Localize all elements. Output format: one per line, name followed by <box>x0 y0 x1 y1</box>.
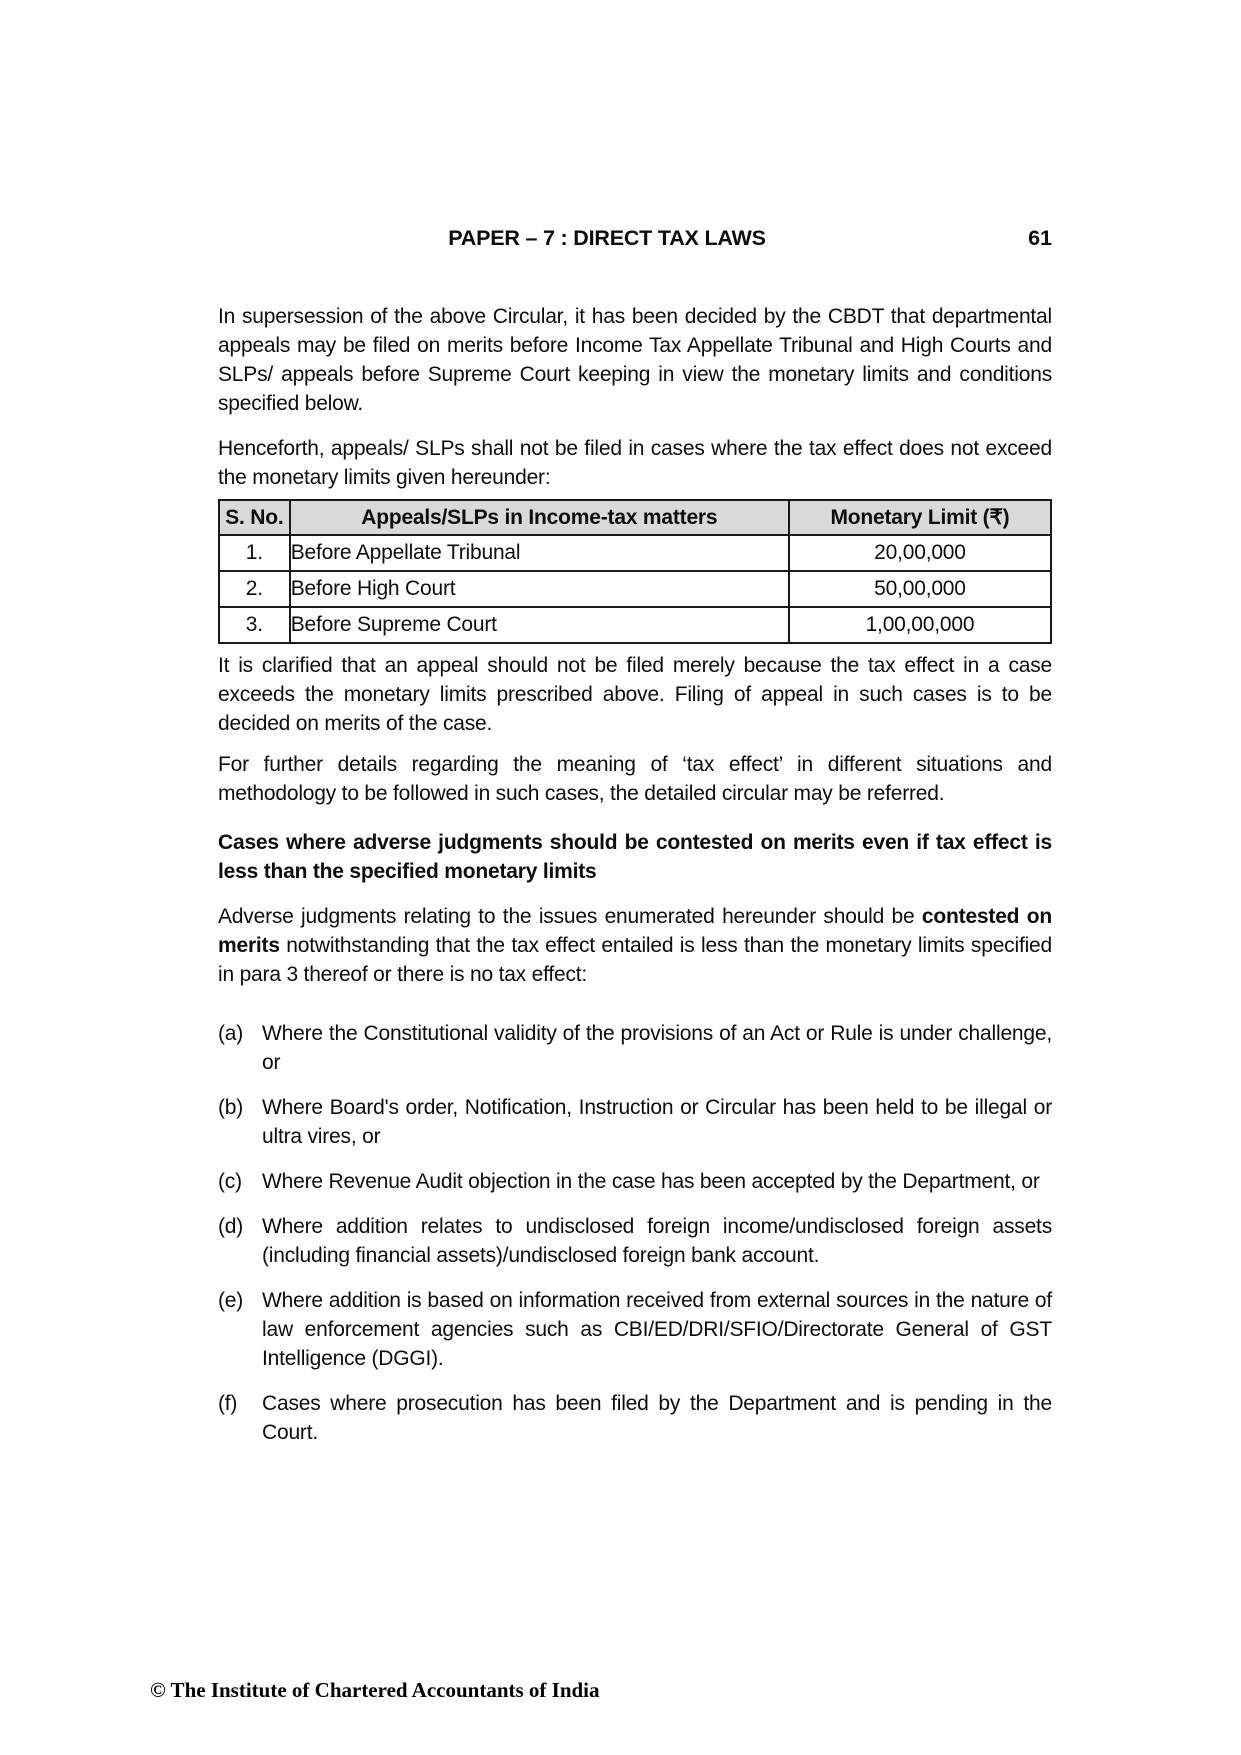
item-text: Where Revenue Audit objection in the case has been accepted by the Department, or <box>262 1170 1040 1193</box>
item-label: (b) <box>218 1096 244 1119</box>
item-text: Where addition is based on information received from external sources in the nature of law enforcement agencies such as CBI/ED/DRI/SFIO/Directorate General of GST Intelligence (DGGI). <box>262 1289 1052 1370</box>
cell-sno: 3. <box>219 607 290 643</box>
cell-limit: 50,00,000 <box>789 571 1051 607</box>
list-item-d <box>218 1212 1052 1270</box>
list-item-e <box>218 1286 1052 1373</box>
table-row <box>219 607 1051 643</box>
table-row <box>219 571 1051 607</box>
item-label: (a) <box>218 1022 244 1045</box>
table-header-row <box>219 500 1051 535</box>
item-text: Where addition relates to undisclosed foreign income/undisclosed foreign assets (including financial assets)/undisclosed foreign bank account. <box>262 1215 1052 1267</box>
cell-matter: Before Appellate Tribunal <box>290 535 789 571</box>
section-heading-adverse-judgments: Cases where adverse judgments should be contested on merits even if tax effect is less than the specified monetary limits <box>218 831 1052 883</box>
list-item-b <box>218 1093 1052 1151</box>
paragraph-clarification: It is clarified that an appeal should not be filed merely because the tax effect in a case exceeds the monetary limits prescribed above. Filing of appeal in such cases is to be decided on merits of the case. <box>218 654 1052 735</box>
item-text: Where the Constitutional validity of the provisions of an Act or Rule is under challenge, or <box>262 1022 1052 1074</box>
list-item-f <box>218 1389 1052 1447</box>
contested-cases-list <box>218 1019 1052 1447</box>
adverse-text-bold: contested on merits <box>218 905 1052 957</box>
item-text: Cases where prosecution has been filed by the Department and is pending in the Court. <box>262 1392 1052 1444</box>
cell-limit: 1,00,00,000 <box>789 607 1051 643</box>
paragraph-adverse-judgments <box>218 902 1052 989</box>
paragraph-further-details: For further details regarding the meaning of ‘tax effect’ in different situations and methodology to be followed in such cases, the detailed circular may be referred. <box>218 753 1052 805</box>
table-row <box>219 535 1051 571</box>
page-header <box>218 226 1052 255</box>
page-content <box>218 226 1052 1463</box>
table-header-sno: S. No. <box>219 500 290 535</box>
cell-matter: Before Supreme Court <box>290 607 789 643</box>
adverse-text-pre: Adverse judgments relating to the issues enumerated hereunder should be <box>218 905 922 928</box>
item-label: (e) <box>218 1289 244 1312</box>
item-text: Where Board's order, Notification, Instruction or Circular has been held to be illegal or ultra vires, or <box>262 1096 1052 1148</box>
table-header-matters: Appeals/SLPs in Income-tax matters <box>290 500 789 535</box>
monetary-limits-table <box>218 499 1052 644</box>
adverse-text-post: notwithstanding that the tax effect entailed is less than the monetary limits specified in para 3 thereof or there is no tax effect: <box>218 934 1052 986</box>
item-label: (d) <box>218 1215 244 1238</box>
page-number: 61 <box>1028 226 1052 250</box>
list-item-c <box>218 1167 1052 1196</box>
item-label: (c) <box>218 1170 242 1193</box>
cell-sno: 2. <box>219 571 290 607</box>
paragraph-supersession: In supersession of the above Circular, it has been decided by the CBDT that departmental appeals may be filed on merits before Income Tax Appellate Tribunal and High Courts and SLPs/ appeals before Supreme Court keeping in view the monetary limits and conditions specified below. <box>218 305 1052 415</box>
footer-copyright: © The Institute of Chartered Accountants of India <box>150 1678 600 1702</box>
item-label: (f) <box>218 1392 238 1415</box>
list-item-a <box>218 1019 1052 1077</box>
cell-matter: Before High Court <box>290 571 789 607</box>
cell-sno: 1. <box>219 535 290 571</box>
page-title: PAPER – 7 : DIRECT TAX LAWS <box>448 226 766 250</box>
table-header-limit: Monetary Limit (₹) <box>789 500 1051 535</box>
paragraph-henceforth: Henceforth, appeals/ SLPs shall not be filed in cases where the tax effect does not exceed the monetary limits given hereunder: <box>218 437 1052 489</box>
cell-limit: 20,00,000 <box>789 535 1051 571</box>
